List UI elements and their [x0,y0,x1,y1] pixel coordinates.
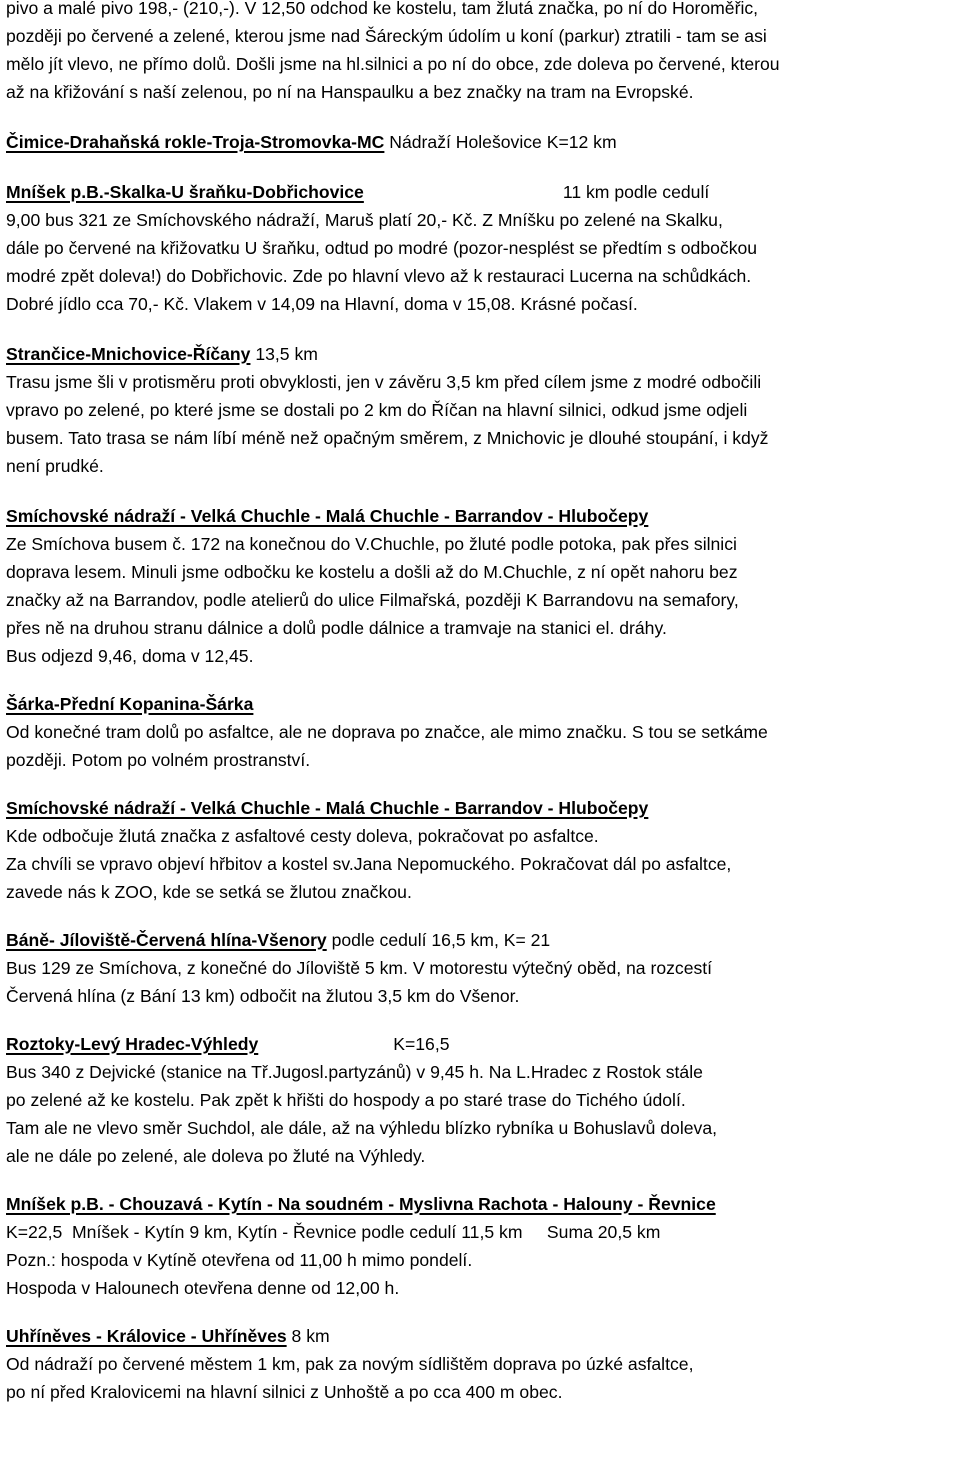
section-heading [6,1322,958,1350]
section-title: Báně- Jíloviště-Červená hlína-Všenory [6,930,327,950]
text-line: zavede nás k ZOO, kde se setká se žlutou značkou. [6,882,412,902]
section-heading [6,926,958,954]
trip-section [6,926,958,1010]
text-line: mělo jít vlevo, ne přímo dolů. Došli jsme na hl.silnici a po ní do obce, zde doleva po červené, kterou [6,54,780,74]
text-line: doprava lesem. Minuli jsme odbočku ke kostelu a došli až do M.Chuchle, z ní opět nahoru bez [6,562,738,582]
section-title: Roztoky-Levý Hradec-Výhledy [6,1034,259,1054]
section-title: Čimice-Drahaňská rokle-Troja-Stromovka-MC [6,132,385,152]
section-title: Mníšek p.B.-Skalka-U šraňku-Dobřichovice [6,182,364,202]
section-title: Šárka-Přední Kopanina-Šárka [6,694,254,714]
trip-section [6,178,958,318]
text-line: Od nádraží po červené městem 1 km, pak za novým sídlištěm doprava po úzké asfaltce, [6,1354,694,1374]
text-line: po ní před Kralovicemi na hlavní silnici z Unhoště a po cca 400 m obec. [6,1382,563,1402]
text-line: Bus 129 ze Smíchova, z konečné do Jíloviště 5 km. V motorestu výtečný oběd, na rozcestí [6,958,713,978]
trip-section [6,690,958,774]
text-line: Dobré jídlo cca 70,- Kč. Vlakem v 14,09 na Hlavní, doma v 15,08. Krásné počasí. [6,294,638,314]
section-title-suffix: K=16,5 [393,1034,450,1054]
section-heading [6,794,958,822]
document-page [6,0,958,1406]
text-line: Bus odjezd 9,46, doma v 12,45. [6,646,254,666]
text-line: busem. Tato trasa se nám líbí méně než opačným směrem, z Mnichovic je dlouhé stoupání, i když [6,428,769,448]
text-line: Trasu jsme šli v protisměru proti obvyklosti, jen v závěru 3,5 km před cílem jsme z modré odbočili [6,372,762,392]
text-line: později. Potom po volném prostranství. [6,750,311,770]
section-heading [6,1190,958,1218]
trip-section [6,340,958,480]
trip-section [6,1190,958,1302]
text-line: Tam ale ne vlevo směr Suchdol, ale dále, až na výhledu blízko rybníka u Bohuslavů doleva, [6,1118,717,1138]
text-line: K=22,5 Mníšek - Kytín 9 km, Kytín - Řevnice podle cedulí 11,5 km Suma 20,5 km [6,1222,661,1242]
trip-section [6,794,958,906]
trip-section [6,128,958,156]
text-line: Červená hlína (z Bání 13 km) odbočit na žlutou 3,5 km do Všenor. [6,986,520,1006]
text-line: modré zpět doleva!) do Dobřichovic. Zde po hlavní vlevo až k restauraci Lucerna na schůdkách. [6,266,752,286]
text-line: 9,00 bus 321 ze Smíchovského nádraží, Maruš platí 20,- Kč. Z Mníšku po zelené na Skalku, [6,210,723,230]
intro-paragraph [6,0,958,106]
section-heading [6,128,958,156]
text-line: Bus 340 z Dejvické (stanice na Tř.Jugosl.partyzánů) v 9,45 h. Na L.Hradec z Rostok stále [6,1062,703,1082]
text-line: Pozn.: hospoda v Kytíně otevřena od 11,00 h mimo pondelí. [6,1250,473,1270]
section-title: Uhříněves - Královice - Uhříněves [6,1326,287,1346]
text-line: pivo a malé pivo 198,- (210,-). V 12,50 odchod ke kostelu, tam žlutá značka, po ní do Horoměřic, [6,0,759,18]
text-line: Hospoda v Halounech otevřena denne od 12,00 h. [6,1278,400,1298]
text-line: ale ne dále po zelené, ale doleva po žluté na Výhledy. [6,1146,426,1166]
section-heading [6,502,958,530]
text-line: vpravo po zelené, po které jsme se dostali po 2 km do Říčan na hlavní silnici, odkud jsme odjeli [6,400,748,420]
text-line: Od konečné tram dolů po asfaltce, ale ne doprava po značce, ale mimo značku. S tou se setkáme [6,722,768,742]
trip-section [6,1030,958,1170]
section-heading [6,340,958,368]
section-title-suffix: 11 km podle cedulí [562,182,710,202]
section-title-suffix: 8 km [286,1326,330,1346]
section-heading [6,690,958,718]
section-title-suffix: 13,5 km [250,344,318,364]
text-line: přes ně na druhou stranu dálnice a dolů podle dálnice a tramvaje na stanici el. dráhy. [6,618,667,638]
section-heading [6,178,958,206]
text-line: Ze Smíchova busem č. 172 na konečnou do V.Chuchle, po žluté podle potoka, pak přes silnici [6,534,737,554]
trip-section [6,1322,958,1406]
text-line: Kde odbočuje žlutá značka z asfaltové cesty doleva, pokračovat po asfaltce. [6,826,599,846]
section-title: Strančice-Mnichovice-Říčany [6,344,251,364]
text-line: po zelené až ke kostelu. Pak zpět k hřišti do hospody a po staré trase do Tichého údolí. [6,1090,686,1110]
section-title: Mníšek p.B. - Chouzavá - Kytín - Na soudném - Myslivna Rachota - Halouny - Řevnice [6,1194,716,1214]
text-line: dále po červené na křižovatku U šraňku, odtud po modré (pozor-nesplést se předtím s odbočkou [6,238,758,258]
section-heading [6,1030,958,1058]
section-title-suffix: Nádraží Holešovice K=12 km [384,132,617,152]
text-line: až na křižování s naší zelenou, po ní na Hanspaulku a bez značky na tram na Evropské. [6,82,694,102]
trip-section [6,502,958,670]
text-line: Za chvíli se vpravo objeví hřbitov a kostel sv.Jana Nepomuckého. Pokračovat dál po asfaltce, [6,854,732,874]
text-line: není prudké. [6,456,104,476]
section-title: Smíchovské nádraží - Velká Chuchle - Malá Chuchle - Barrandov - Hlubočepy [6,506,649,526]
section-title: Smíchovské nádraží - Velká Chuchle - Malá Chuchle - Barrandov - Hlubočepy [6,798,649,818]
text-line: značky až na Barrandov, podle atelierů do ulice Filmařská, později K Barrandovu na semafory, [6,590,739,610]
section-title-suffix: podle cedulí 16,5 km, K= 21 [326,930,551,950]
text-line: později po červené a zelené, kterou jsme nad Šáreckým údolím u koní (parkur) ztratili - tam se asi [6,26,767,46]
